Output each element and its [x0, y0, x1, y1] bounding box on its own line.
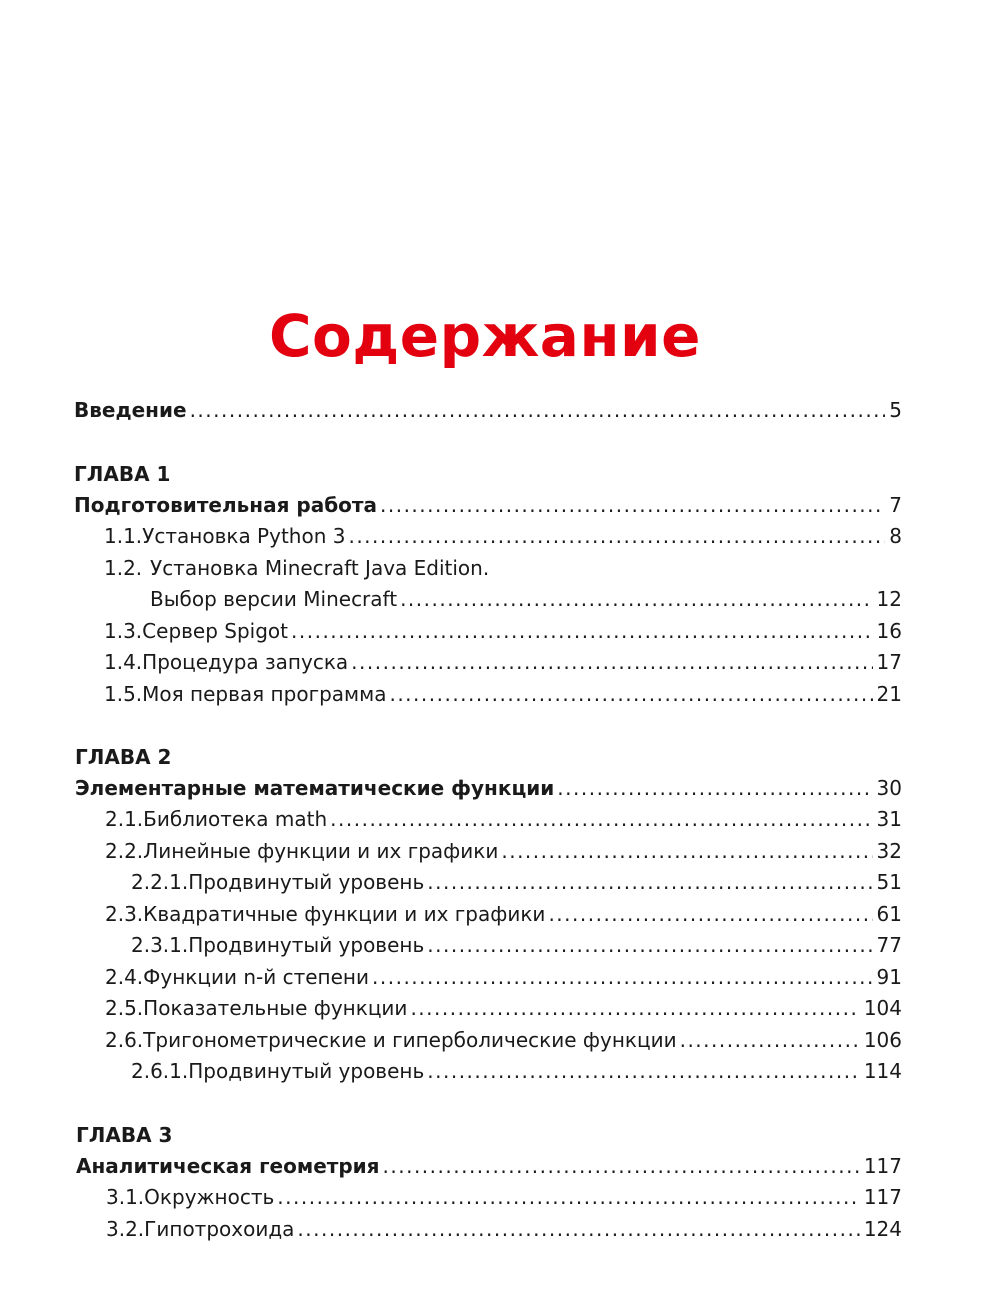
toc-entry[interactable]	[106, 1182, 902, 1212]
section-number: 2.6.1.	[131, 1059, 189, 1083]
toc-page-number: 61	[876, 902, 902, 926]
section-number: 3.2.	[106, 1217, 145, 1241]
dot-leader	[410, 993, 859, 1023]
toc-entry-label: Библиотека math	[143, 807, 328, 831]
toc-page-number: 124	[863, 1217, 902, 1241]
dot-leader	[277, 1182, 860, 1212]
toc-page-number: 16	[876, 619, 902, 643]
toc-page-number: 77	[876, 933, 902, 957]
toc-entry-line-2[interactable]	[150, 584, 902, 614]
section-number: 2.5.	[105, 996, 144, 1020]
toc-entry-label: Функции n-й степени	[143, 965, 370, 989]
toc-entry-label: Аналитическая геометрия	[76, 1154, 380, 1178]
toc-entry-label: Продвинутый уровень	[188, 870, 425, 894]
dot-leader	[351, 647, 872, 677]
dot-leader	[389, 679, 872, 709]
toc-page-number: 17	[876, 650, 902, 674]
dot-leader	[372, 962, 873, 992]
toc-entry-label: Линейные функции и их графики	[143, 839, 499, 863]
toc-entry[interactable]	[131, 1056, 902, 1086]
toc-entry[interactable]	[131, 930, 902, 960]
toc-page-number: 30	[876, 776, 902, 800]
toc-page-number: 8	[889, 524, 902, 548]
section-number: 2.2.	[105, 839, 144, 863]
toc-entry-chapter-title[interactable]	[74, 490, 902, 520]
toc-entry-intro[interactable]	[74, 395, 902, 425]
section-number: 1.1.	[104, 524, 143, 548]
toc-entry[interactable]	[105, 836, 902, 866]
toc-entry-label: Показательные функции	[143, 996, 408, 1020]
toc-entry-line-1[interactable]	[104, 553, 902, 583]
toc-page-number: 114	[863, 1059, 902, 1083]
toc-page-number: 31	[876, 807, 902, 831]
dot-leader	[297, 1214, 859, 1244]
dot-leader	[380, 490, 885, 520]
toc-entry-label: Сервер Spigot	[142, 619, 289, 643]
dot-leader	[383, 1151, 860, 1181]
toc-page-number: 32	[876, 839, 902, 863]
section-number: 2.2.1.	[131, 870, 189, 894]
section-number: 1.2.	[104, 556, 143, 580]
toc-entry[interactable]	[106, 1214, 902, 1244]
chapter-heading: ГЛАВА 2	[75, 745, 172, 769]
toc-page-number: 21	[876, 682, 902, 706]
toc-page-number: 91	[876, 965, 902, 989]
section-number: 2.1.	[105, 807, 144, 831]
dot-leader	[680, 1025, 860, 1055]
toc-entry-label: Продвинутый уровень	[188, 1059, 425, 1083]
toc-entry-label: Моя первая программа	[142, 682, 387, 706]
toc-entry[interactable]	[105, 962, 902, 992]
toc-entry-label: Процедура запуска	[142, 650, 349, 674]
toc-entry[interactable]	[131, 867, 902, 897]
toc-entry[interactable]	[104, 521, 902, 551]
section-number: 1.5.	[104, 682, 143, 706]
toc-entry-chapter-title[interactable]	[76, 1151, 902, 1181]
toc-page-number: 104	[863, 996, 902, 1020]
toc-entry-label: Установка Minecraft Java Edition.	[150, 556, 490, 580]
dot-leader	[427, 930, 872, 960]
toc-entry-label: Подготовительная работа	[74, 493, 377, 517]
toc-entry[interactable]	[104, 679, 902, 709]
section-number: 2.3.	[105, 902, 144, 926]
toc-entry-label: Продвинутый уровень	[188, 933, 425, 957]
dot-leader	[400, 584, 872, 614]
toc-entry[interactable]	[105, 804, 902, 834]
toc-page-number: 12	[876, 587, 902, 611]
toc-entry-label: Элементарные математические функции	[75, 776, 555, 800]
section-number: 3.1.	[106, 1185, 145, 1209]
dot-leader	[427, 1056, 860, 1086]
toc-entry-label: Выбор версии Minecraft	[150, 587, 398, 611]
toc-entry-label: Гипотрохоида	[144, 1217, 295, 1241]
toc-page-number: 106	[863, 1028, 902, 1052]
page-title: Содержание	[268, 302, 701, 370]
toc-entry[interactable]	[105, 899, 902, 929]
chapter-heading: ГЛАВА 3	[76, 1123, 173, 1147]
section-number: 2.4.	[105, 965, 144, 989]
toc-entry-label: Окружность	[144, 1185, 275, 1209]
dot-leader	[427, 867, 872, 897]
chapter-heading: ГЛАВА 1	[74, 462, 171, 486]
toc-entry-label: Квадратичные функции и их графики	[143, 902, 546, 926]
toc-entry-chapter-title[interactable]	[75, 773, 902, 803]
toc-page-number: 117	[863, 1185, 902, 1209]
dot-leader	[548, 899, 872, 929]
dot-leader	[348, 521, 885, 551]
section-number: 2.3.1.	[131, 933, 189, 957]
toc-entry[interactable]	[105, 1025, 902, 1055]
toc-page-number: 5	[889, 398, 902, 422]
toc-page-number: 51	[876, 870, 902, 894]
dot-leader	[557, 773, 872, 803]
toc-entry[interactable]	[104, 616, 902, 646]
toc-page-number: 7	[889, 493, 902, 517]
toc-entry-label: Установка Python 3	[142, 524, 346, 548]
section-number: 2.6.	[105, 1028, 144, 1052]
toc-entry[interactable]	[104, 647, 902, 677]
toc-entry-label: Тригонометрические и гиперболические функции	[143, 1028, 677, 1052]
section-number: 1.3.	[104, 619, 143, 643]
toc-page-number: 117	[863, 1154, 902, 1178]
dot-leader	[291, 616, 873, 646]
section-number: 1.4.	[104, 650, 143, 674]
dot-leader	[190, 395, 886, 425]
dot-leader	[330, 804, 872, 834]
toc-entry[interactable]	[105, 993, 902, 1023]
dot-leader	[501, 836, 872, 866]
toc-entry-label: Введение	[74, 398, 187, 422]
